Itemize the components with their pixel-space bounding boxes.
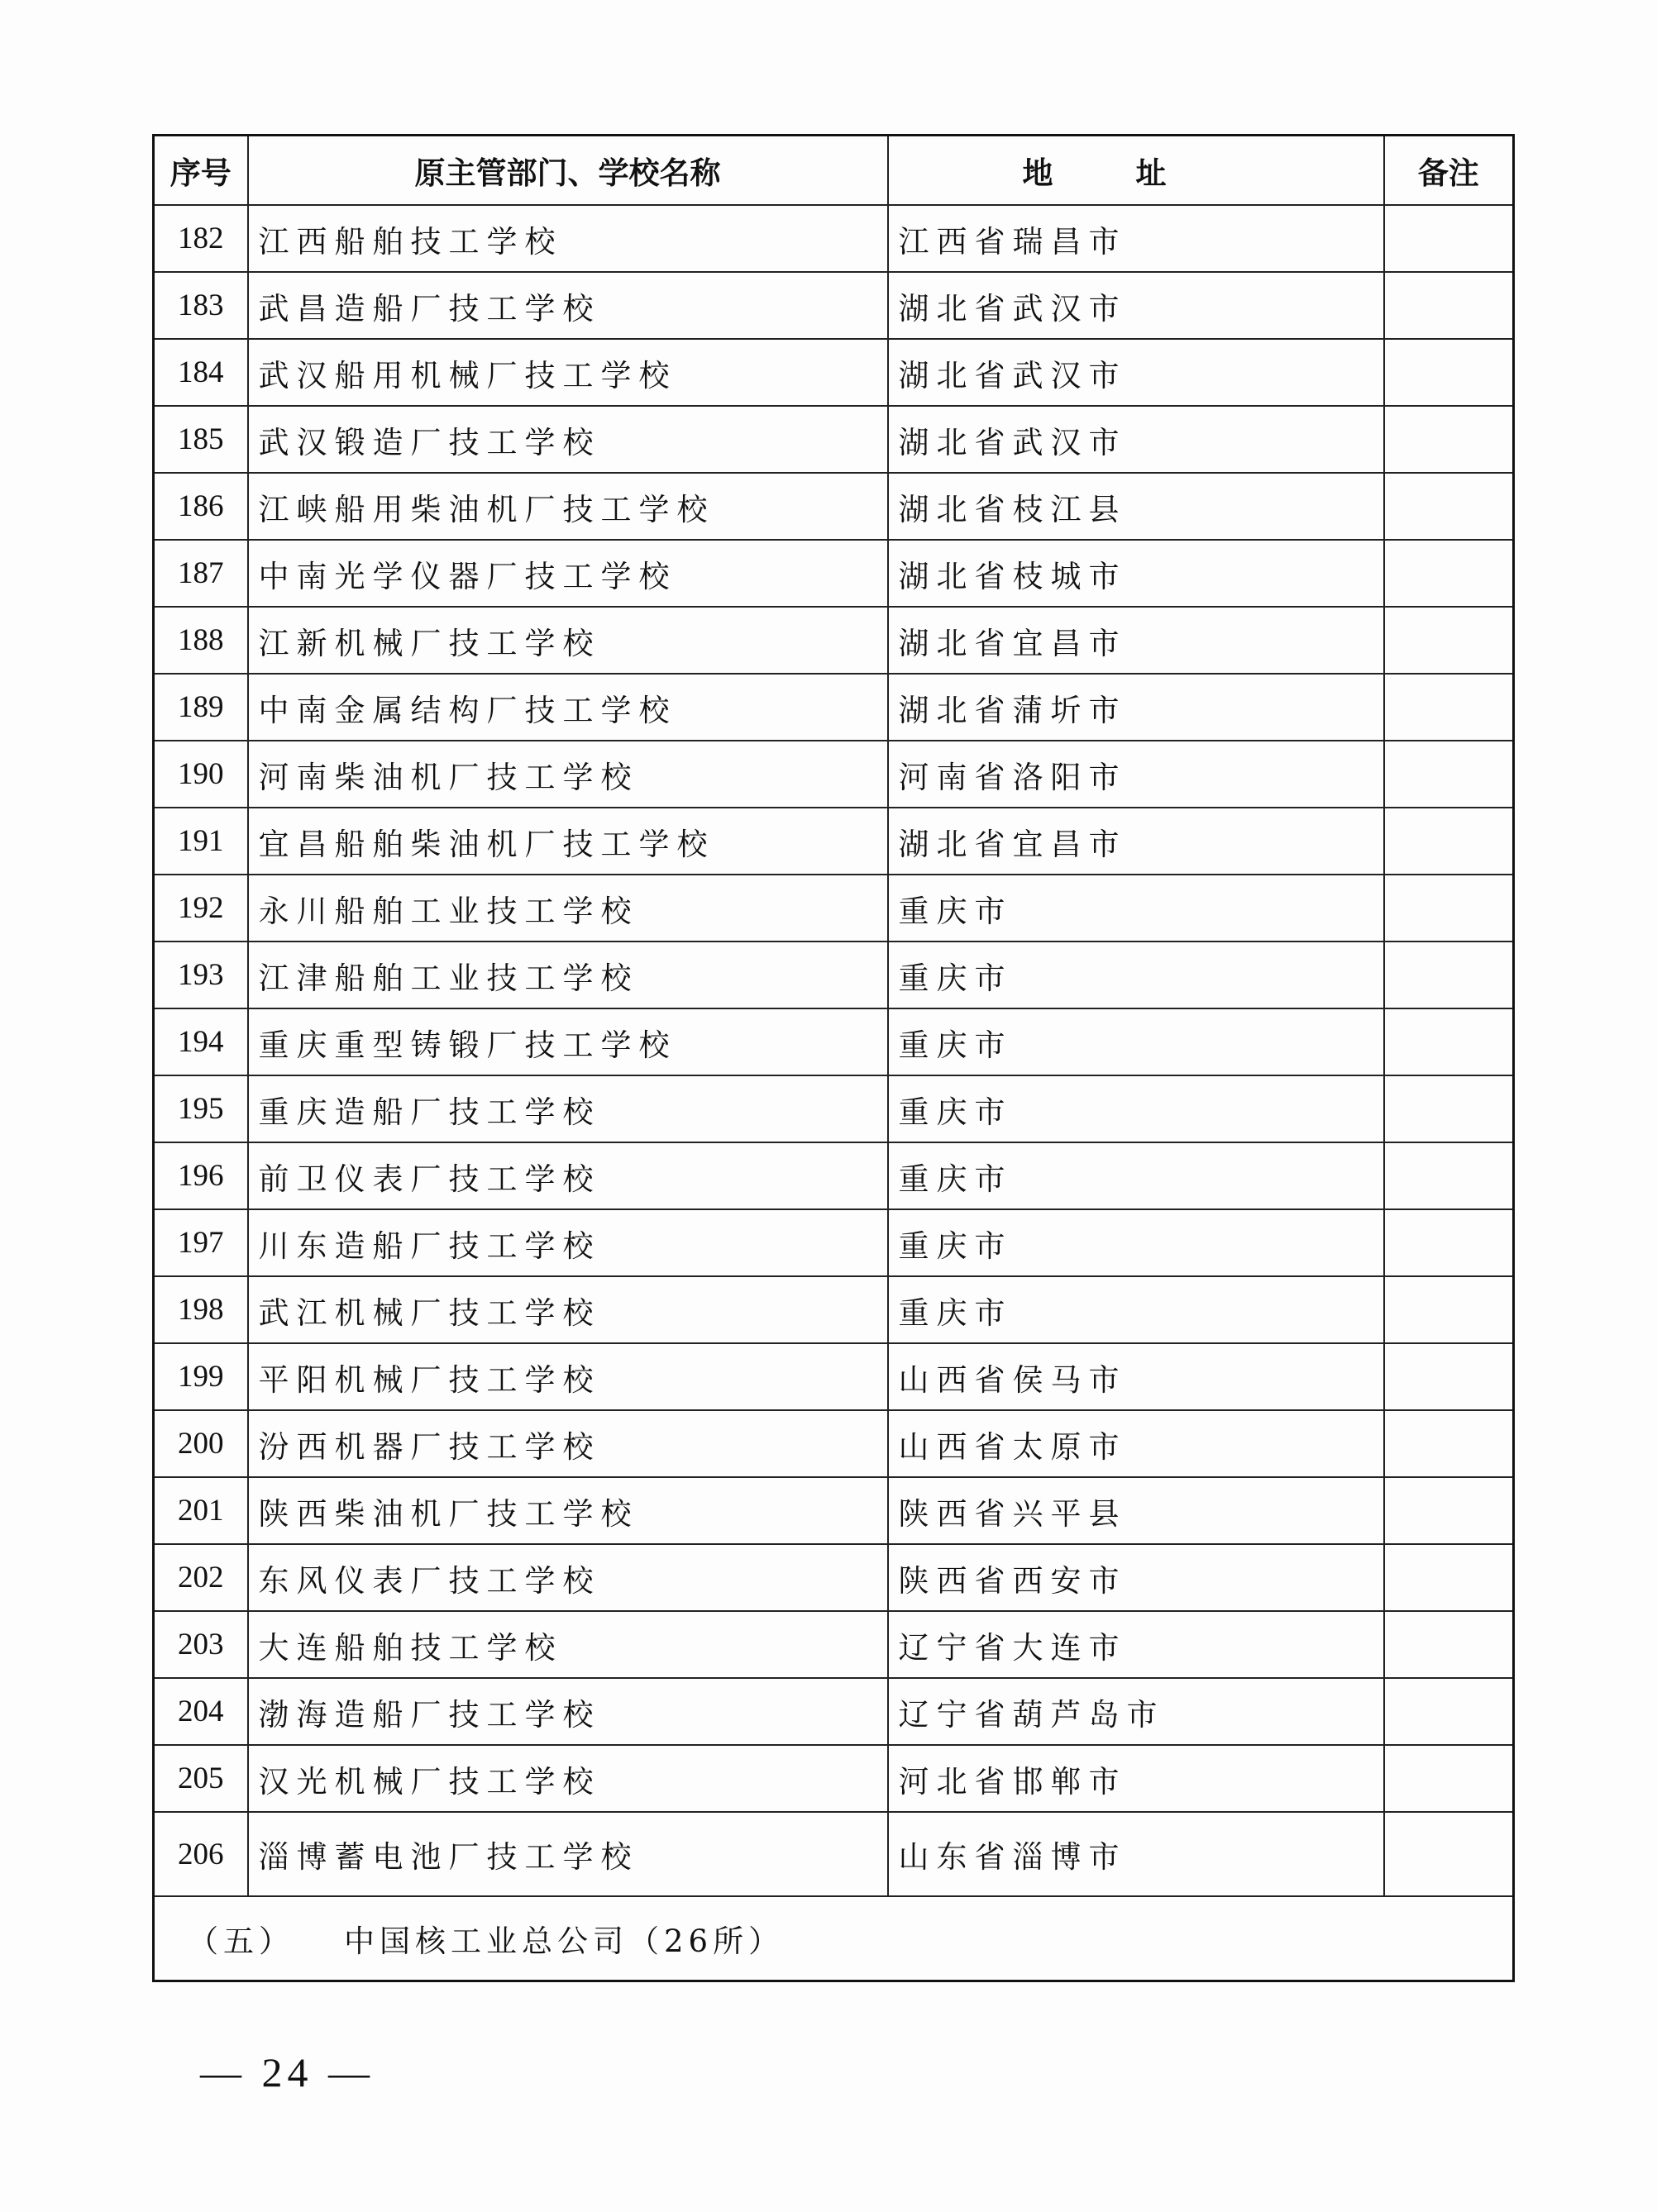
school-address: 河北省邯郸市 [888, 1745, 1384, 1812]
row-note [1384, 272, 1514, 339]
row-note [1384, 1745, 1514, 1812]
school-address: 重庆市 [888, 1142, 1384, 1209]
row-number: 199 [154, 1343, 248, 1410]
school-name: 大连船舶技工学校 [248, 1611, 888, 1678]
section-title: 中国核工业总公司（26所） [344, 1924, 785, 1959]
row-note [1384, 205, 1514, 272]
school-address: 湖北省宜昌市 [888, 607, 1384, 674]
school-name: 前卫仪表厂技工学校 [248, 1142, 888, 1209]
school-name: 东风仪表厂技工学校 [248, 1544, 888, 1611]
row-number: 194 [154, 1008, 248, 1075]
school-address: 湖北省宜昌市 [888, 808, 1384, 875]
school-name: 宜昌船舶柴油机厂技工学校 [248, 808, 888, 875]
school-name: 川东造船厂技工学校 [248, 1209, 888, 1276]
table-row [154, 1477, 1514, 1544]
row-note [1384, 1544, 1514, 1611]
row-note [1384, 1343, 1514, 1410]
school-address: 重庆市 [888, 875, 1384, 942]
school-name: 汾西机器厂技工学校 [248, 1410, 888, 1477]
row-number: 202 [154, 1544, 248, 1611]
school-name: 汉光机械厂技工学校 [248, 1745, 888, 1812]
row-note [1384, 1477, 1514, 1544]
row-note [1384, 1008, 1514, 1075]
table-row [154, 1611, 1514, 1678]
table-row [154, 674, 1514, 741]
row-number: 191 [154, 808, 248, 875]
row-number: 195 [154, 1075, 248, 1142]
row-number: 201 [154, 1477, 248, 1544]
school-address: 重庆市 [888, 1008, 1384, 1075]
school-address: 山西省侯马市 [888, 1343, 1384, 1410]
header-school-name: 原主管部门、学校名称 [248, 136, 888, 206]
table-row [154, 875, 1514, 942]
row-number: 188 [154, 607, 248, 674]
school-address: 河南省洛阳市 [888, 741, 1384, 808]
table-row [154, 1678, 1514, 1745]
table-row [154, 406, 1514, 473]
row-number: 196 [154, 1142, 248, 1209]
table-row [154, 1276, 1514, 1343]
row-number: 205 [154, 1745, 248, 1812]
table-row [154, 942, 1514, 1008]
table-row [154, 1343, 1514, 1410]
table-row [154, 1209, 1514, 1276]
page-number: — 24 — [200, 2049, 375, 2095]
row-note [1384, 1209, 1514, 1276]
school-name: 江西船舶技工学校 [248, 205, 888, 272]
school-name: 重庆重型铸锻厂技工学校 [248, 1008, 888, 1075]
row-number: 189 [154, 674, 248, 741]
table-row [154, 808, 1514, 875]
school-address: 山西省太原市 [888, 1410, 1384, 1477]
table-row [154, 1142, 1514, 1209]
header-address: 地址 [888, 136, 1384, 206]
school-address: 湖北省武汉市 [888, 272, 1384, 339]
section-label: （五） [188, 1924, 294, 1959]
table-body [154, 205, 1514, 1896]
row-note [1384, 1276, 1514, 1343]
school-name: 武江机械厂技工学校 [248, 1276, 888, 1343]
school-name: 江津船舶工业技工学校 [248, 942, 888, 1008]
row-note [1384, 1611, 1514, 1678]
row-note [1384, 741, 1514, 808]
table-row [154, 1008, 1514, 1075]
row-number: 197 [154, 1209, 248, 1276]
school-name: 武昌造船厂技工学校 [248, 272, 888, 339]
row-number: 184 [154, 339, 248, 406]
school-address: 重庆市 [888, 942, 1384, 1008]
header-number: 序号 [154, 136, 248, 206]
row-note [1384, 1678, 1514, 1745]
school-address: 辽宁省大连市 [888, 1611, 1384, 1678]
row-note [1384, 1812, 1514, 1896]
school-address: 湖北省武汉市 [888, 339, 1384, 406]
row-note [1384, 607, 1514, 674]
table-row [154, 473, 1514, 540]
row-note [1384, 942, 1514, 1008]
table-row [154, 1544, 1514, 1611]
school-address: 山东省淄博市 [888, 1812, 1384, 1896]
row-note [1384, 473, 1514, 540]
school-address: 陕西省西安市 [888, 1544, 1384, 1611]
row-number: 206 [154, 1812, 248, 1896]
row-number: 183 [154, 272, 248, 339]
school-address: 重庆市 [888, 1276, 1384, 1343]
school-address: 湖北省武汉市 [888, 406, 1384, 473]
row-number: 186 [154, 473, 248, 540]
school-address: 重庆市 [888, 1209, 1384, 1276]
school-name: 江新机械厂技工学校 [248, 607, 888, 674]
school-name: 中南光学仪器厂技工学校 [248, 540, 888, 607]
row-note [1384, 1410, 1514, 1477]
table-row [154, 1075, 1514, 1142]
school-address: 湖北省蒲圻市 [888, 674, 1384, 741]
row-note [1384, 339, 1514, 406]
table-row [154, 1410, 1514, 1477]
school-name: 河南柴油机厂技工学校 [248, 741, 888, 808]
school-name: 淄博蓄电池厂技工学校 [248, 1812, 888, 1896]
table-row [154, 1745, 1514, 1812]
row-note [1384, 875, 1514, 942]
row-number: 187 [154, 540, 248, 607]
row-number: 203 [154, 1611, 248, 1678]
school-address: 重庆市 [888, 1075, 1384, 1142]
row-note [1384, 808, 1514, 875]
row-note [1384, 540, 1514, 607]
row-note [1384, 674, 1514, 741]
school-address: 湖北省枝城市 [888, 540, 1384, 607]
school-name: 平阳机械厂技工学校 [248, 1343, 888, 1410]
school-address: 江西省瑞昌市 [888, 205, 1384, 272]
school-name: 永川船舶工业技工学校 [248, 875, 888, 942]
section-cell [154, 1896, 1514, 1981]
school-name: 重庆造船厂技工学校 [248, 1075, 888, 1142]
row-number: 200 [154, 1410, 248, 1477]
table-row [154, 1812, 1514, 1896]
section-row [154, 1896, 1514, 1981]
header-note: 备注 [1384, 136, 1514, 206]
row-number: 192 [154, 875, 248, 942]
table-header-row [154, 136, 1514, 206]
school-address: 辽宁省葫芦岛市 [888, 1678, 1384, 1745]
school-name: 陕西柴油机厂技工学校 [248, 1477, 888, 1544]
row-number: 185 [154, 406, 248, 473]
school-address: 陕西省兴平县 [888, 1477, 1384, 1544]
row-number: 190 [154, 741, 248, 808]
row-number: 193 [154, 942, 248, 1008]
table-row [154, 272, 1514, 339]
table-row [154, 339, 1514, 406]
school-name: 武汉船用机械厂技工学校 [248, 339, 888, 406]
school-name: 武汉锻造厂技工学校 [248, 406, 888, 473]
table-row [154, 205, 1514, 272]
table-row [154, 540, 1514, 607]
school-name: 中南金属结构厂技工学校 [248, 674, 888, 741]
school-name: 江峡船用柴油机厂技工学校 [248, 473, 888, 540]
row-note [1384, 1142, 1514, 1209]
table-row [154, 607, 1514, 674]
table-row [154, 741, 1514, 808]
row-number: 182 [154, 205, 248, 272]
row-number: 198 [154, 1276, 248, 1343]
school-list-table [152, 134, 1515, 1982]
school-address: 湖北省枝江县 [888, 473, 1384, 540]
row-note [1384, 406, 1514, 473]
row-note [1384, 1075, 1514, 1142]
row-number: 204 [154, 1678, 248, 1745]
school-name: 渤海造船厂技工学校 [248, 1678, 888, 1745]
